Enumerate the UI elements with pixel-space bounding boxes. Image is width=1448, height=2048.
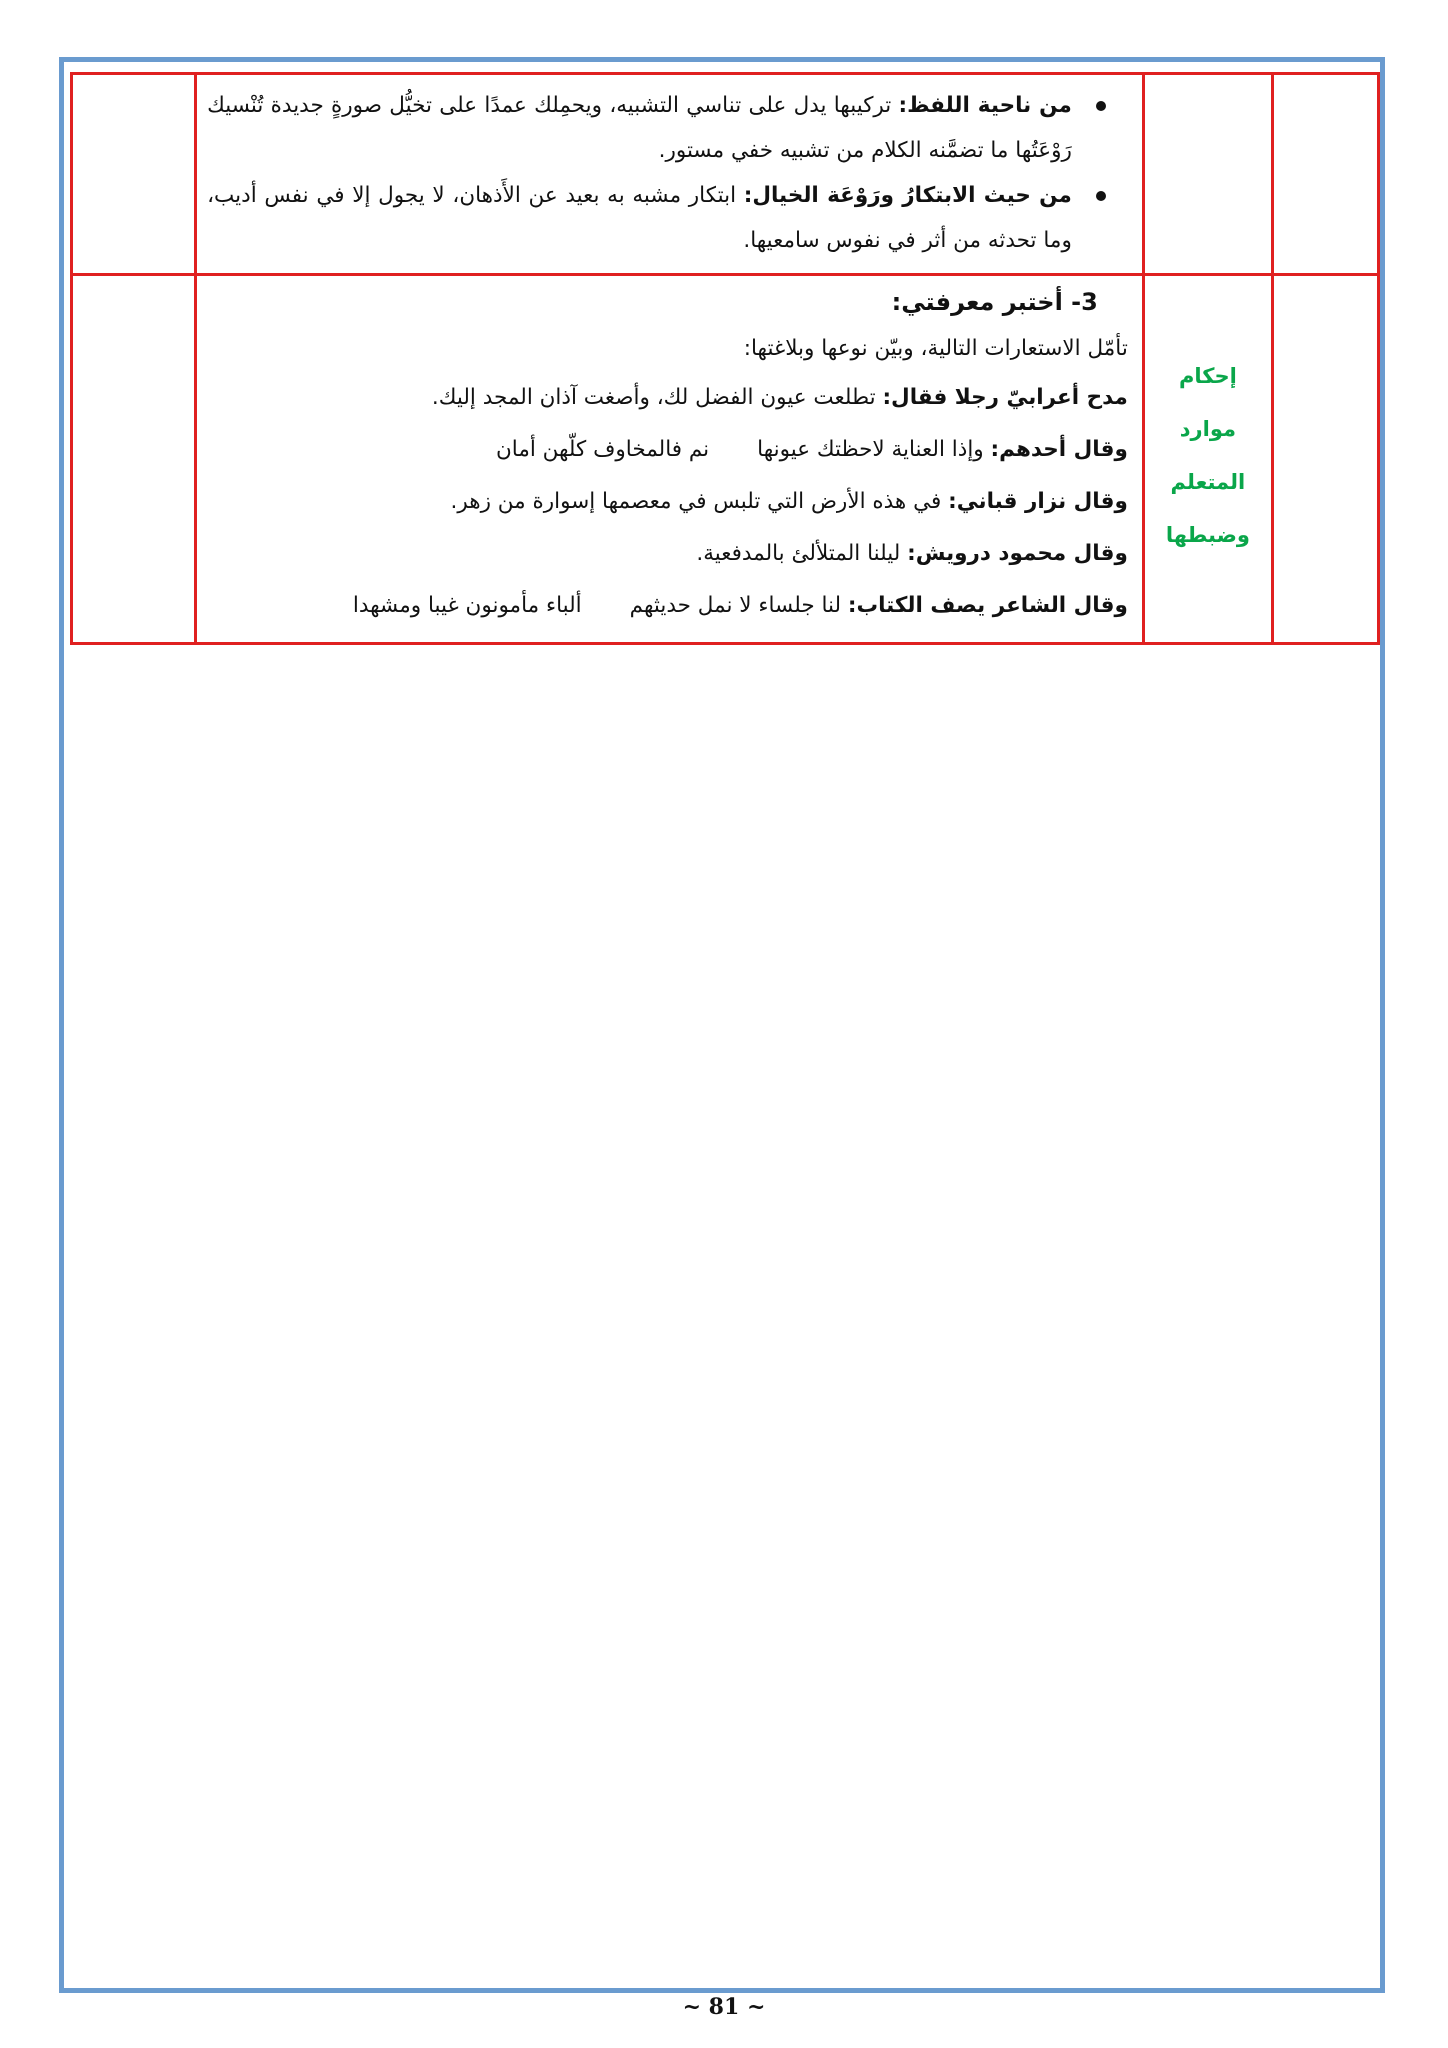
bullet-label: من ناحية اللفظ: [898,93,1072,118]
page-number: ~ 81 ~ [682,1994,766,2020]
bullet-icon [1096,101,1106,111]
content-cell [196,275,1144,644]
bullet-item [207,83,1128,173]
table-row [72,74,1379,275]
section-heading: 3- أختبر معرفتي: [891,288,1098,316]
lesson-table [70,72,1380,645]
table-row [72,275,1379,644]
example-line: وقال محمود درويش: ليلنا المتلألئ بالمدفعية. [696,541,1128,566]
bullet-icon [1096,191,1106,201]
side-label-cell [1143,275,1272,644]
example-line: وقال نزار قباني: في هذه الأرض التي تلبس في معصمها إسوارة من زهر. [450,489,1128,514]
bullet-text: ابتكار مشبه به بعيد عن الأَذهان، لا يجول إلا في نفس أديب، وما تحدثه من أثر في نفوس سامعيها. [207,183,1072,253]
empty-cell [1272,275,1378,644]
bullet-text: تركيبها يدل على تناسي التشبيه، ويحمِلك عمدًا على تخيُّل صورةٍ جديدة تُنْسيك رَوْعَتُها ما تضمَّنه الكلام من تشبيه خفي مستور. [207,93,1072,163]
example-line: وقال أحدهم: وإذا العناية لاحظتك عيونهانم فالمخاوف كلّهن أمان [495,437,1128,462]
empty-cell [72,74,196,275]
bullet-item [207,173,1128,263]
bullet-label: من حيث الابتكارُ ورَوْعَة الخيال: [743,183,1072,208]
instruction-text: تأمّل الاستعارات التالية، وبيّن نوعها وبلاغتها: [743,336,1128,361]
empty-cell [1143,74,1272,275]
side-label: إحكام موارد المتعلم وضبطها [1165,364,1250,547]
example-line: مدح أعرابيّ رجلا فقال: تطلعت عيون الفضل لك، وأصغت آذان المجد إليك. [431,385,1128,410]
empty-cell [72,275,196,644]
content-cell [196,74,1144,275]
bullet-list [207,83,1128,263]
empty-cell [1272,74,1378,275]
example-line: وقال الشاعر يصف الكتاب: لنا جلساء لا نمل حديثهمألباء مأمونون غيبا ومشهدا [352,593,1128,618]
